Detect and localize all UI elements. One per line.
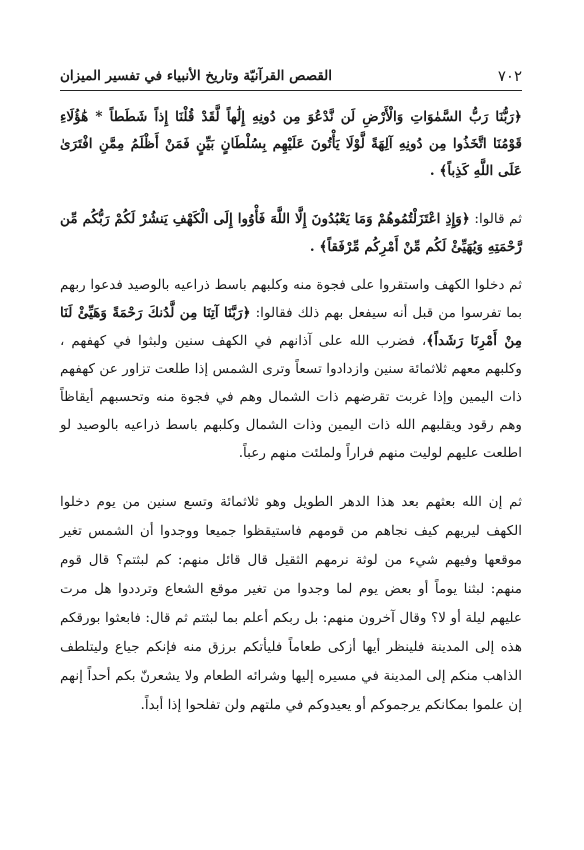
page-number: ٧٠٢ xyxy=(497,67,522,85)
verse-open-bracket: ﴿ xyxy=(514,109,522,125)
quran-verse-text: رَبَّنَا آتِنَا مِن لَّدُنكَ رَحْمَةً وَهَيِّئْ لَنَا مِنْ أَمْرِنَا رَشَداً xyxy=(60,305,522,349)
verse-close-bracket: ﴾ . xyxy=(429,163,448,179)
paragraph-lead-text: ثم قالوا: xyxy=(469,211,522,227)
quran-verse-text: وَإِذِ اعْتَزَلْتُمُوهُمْ وَمَا يَعْبُدُونَ إِلَّا اللَّهَ فَأْوُوا إِلَى الْكَهْفِ يَنشُرْ لَكُمْ رَبُّكُم مِّن رَّحْمَتِهِ وَيُهَيِّئْ لَكُم مِّنْ أَمْرِكُم مِّرْفَقاً xyxy=(60,211,522,255)
header-rule xyxy=(60,90,522,91)
quran-verse-paragraph-1 xyxy=(60,104,522,185)
page-header xyxy=(60,66,522,86)
verse-open-bracket: ﴿ xyxy=(461,211,470,227)
running-title: القصص القرآنيّة وتاريخ الأنبياء في تفسير الميزان xyxy=(60,68,333,84)
narrative-paragraph-1 xyxy=(60,271,522,467)
quran-verse-text: رَبُّنَا رَبُّ السَّمٰوَاتِ وَالْأَرْضِ لَن نَّدْعُوَ مِن دُونِهِ إِلَٰهاً لَّقَدْ قُلْنَا إِذاً شَطَطاً * هَٰؤُلَاءِ قَوْمُنَا اتَّخَذُوا مِن دُونِهِ آلِهَةً لَّوْلَا يَأْتُونَ عَلَيْهِم بِسُلْطَانٍ بَيِّنٍ فَمَنْ أَظْلَمُ مِمَّنِ افْتَرَىٰ عَلَى اللَّهِ كَذِباً xyxy=(60,109,522,179)
verse-close-bracket: ﴾ . xyxy=(309,239,328,255)
narrative-paragraph-2 xyxy=(60,488,522,720)
paragraph-text: ثم إن الله بعثهم بعد هذا الدهر الطويل وهو ثلاثمائة وتسع سنين من يوم دخلوا الكهف ليريهم كيف نجاهم من قومهم فاستيقظوا جميعا ووجدوا أن الشمس تغير موقعها وفيهم شيء من لوثة نرمهم الثقيل قال قائل منهم: كم لبثتم؟ قال قوم منهم: لبثنا يوماً أو بعض يوم لما وجدوا من تغير موقع الشعاع وترددوا هل مرت عليهم ليلة أو لا؟ وقال آخرون منهم: بل ربكم أعلم بما لبثتم ثم قال: فابعثوا بورقكم هذه إلى المدينة فلينظر أيها أزكى طعاماً فليأتكم برزق منه فإنكم جياع وليتلطف الذاهب منكم إلى المدينة في مسيره إليها وشرائه الطعام ولا يشعرنّ بكم أحداً إنهم إن علموا بمكانكم يرجموكم أو يعيدوكم في ملتهم ولن تفلحوا إذا أبداً. xyxy=(60,494,522,713)
verse-close-bracket: ﴾ xyxy=(426,333,435,349)
paragraph-text: ، فضرب الله على آذانهم في الكهف سنين ولبثوا في كهفهم ، وكلبهم معهم ثلاثمائة سنين وازدادوا تسعاً وترى الشمس إذا طلعت تزاور عن كهفهم ذات اليمين وإذا غربت تقرضهم ذات الشمال وهم في فجوة منه وتحسبهم أيقاظاً وهم رقود ويقلبهم الله ذات اليمين وذات الشمال وكلبهم باسط ذراعيه بالوصيد لو اطلعت عليهم لوليت منهم فراراً ولملئت منهم رعباً. xyxy=(60,333,522,461)
quran-verse-paragraph-2 xyxy=(60,205,522,261)
paragraph-text: ثم دخلوا الكهف واستقروا على فجوة منه وكلبهم باسط ذراعيه بالوصيد فدعوا ربهم بما تفرسوا من قبل أنه سيفعل بهم ذلك فقالوا: xyxy=(60,277,523,321)
verse-open-bracket: ﴿ xyxy=(242,305,251,321)
